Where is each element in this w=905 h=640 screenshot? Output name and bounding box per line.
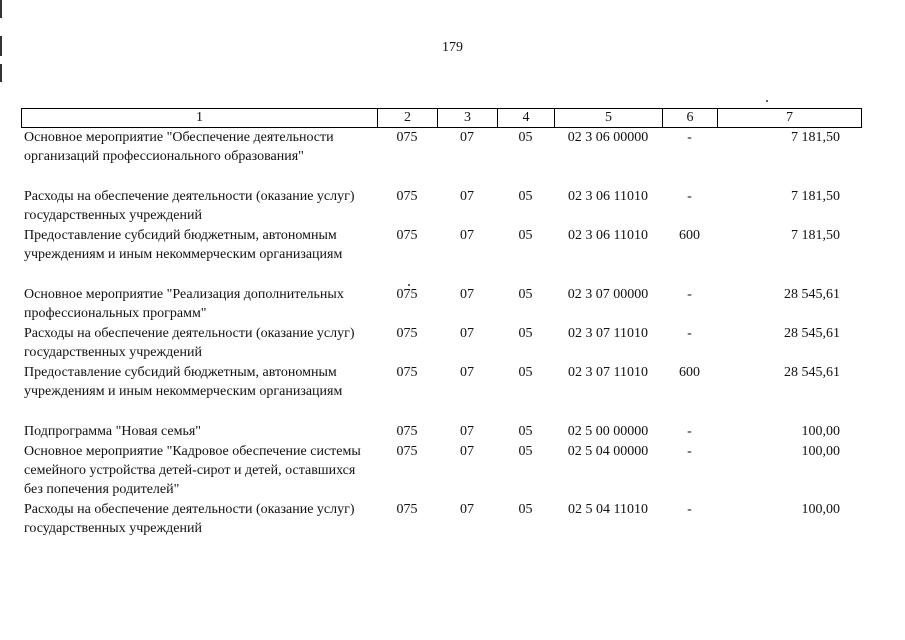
cell: 075 bbox=[396, 424, 418, 439]
cell: 600 bbox=[679, 365, 700, 380]
page-number: 179 bbox=[442, 40, 463, 55]
cell: 02 3 07 11010 bbox=[568, 326, 648, 341]
cell: 28 545,61 bbox=[784, 287, 840, 302]
cell: - bbox=[687, 502, 692, 517]
cell: - bbox=[687, 424, 692, 439]
cell: 02 5 04 11010 bbox=[568, 502, 648, 517]
table-row bbox=[21, 442, 860, 500]
cell: 07 bbox=[460, 228, 474, 243]
row-name: Предоставление субсидий бюджетным, автономным учреждениям и иным некоммерческим организациям bbox=[24, 228, 343, 262]
cell: 07 bbox=[460, 189, 474, 204]
cell: 075 bbox=[396, 228, 418, 243]
row-name: Основное мероприятие "Кадровое обеспечение системы семейного устройства детей-сирот и детей, оставшихся без попечения родителей" bbox=[24, 444, 361, 497]
cell: 05 bbox=[518, 228, 533, 243]
row-name: Основное мероприятие "Реализация дополнительных профессиональных программ" bbox=[24, 287, 344, 321]
scan-edge-mark bbox=[0, 64, 2, 82]
cell: 02 3 06 11010 bbox=[568, 228, 648, 243]
cell: - bbox=[687, 287, 692, 302]
cell: 075 bbox=[396, 130, 418, 145]
column-header: 5 bbox=[555, 109, 663, 127]
cell: 075 bbox=[396, 444, 418, 459]
cell: 07 bbox=[460, 424, 474, 439]
cell: 100,00 bbox=[801, 444, 840, 459]
cell: 600 bbox=[679, 228, 700, 243]
row-name: Расходы на обеспечение деятельности (оказание услуг) государственных учреждений bbox=[24, 326, 355, 360]
scan-edge-mark bbox=[0, 0, 2, 18]
row-name: Расходы на обеспечение деятельности (оказание услуг) государственных учреждений bbox=[24, 189, 355, 223]
column-header: 4 bbox=[498, 109, 555, 127]
cell: 05 bbox=[518, 424, 533, 439]
cell: 28 545,61 bbox=[784, 365, 840, 380]
table-row bbox=[21, 324, 860, 363]
cell: 7 181,50 bbox=[791, 228, 840, 243]
table-row bbox=[21, 226, 860, 285]
column-header: 2 bbox=[378, 109, 438, 127]
cell: 07 bbox=[460, 444, 474, 459]
cell: 05 bbox=[518, 326, 533, 341]
cell: 07 bbox=[460, 287, 474, 302]
cell: - bbox=[687, 326, 692, 341]
table-row bbox=[21, 500, 860, 539]
cell: 02 3 07 00000 bbox=[567, 287, 649, 302]
cell: 075 bbox=[396, 326, 418, 341]
table-row bbox=[21, 363, 860, 422]
row-name: Расходы на обеспечение деятельности (оказание услуг) государственных учреждений bbox=[24, 502, 355, 536]
cell: 075 bbox=[396, 365, 418, 380]
cell: 07 bbox=[460, 502, 474, 517]
cell: - bbox=[687, 444, 692, 459]
column-header: 7 bbox=[786, 110, 793, 125]
row-name: Подпрограмма "Новая семья" bbox=[24, 424, 202, 439]
column-header: 6 bbox=[663, 109, 718, 127]
cell: 02 3 07 11010 bbox=[568, 365, 648, 380]
cell: 05 bbox=[518, 502, 533, 517]
column-header: 3 bbox=[438, 109, 498, 127]
cell: - bbox=[687, 130, 692, 145]
cell: 02 3 06 00000 bbox=[567, 130, 649, 145]
table-row bbox=[21, 128, 860, 187]
table-body bbox=[21, 128, 860, 539]
table-row bbox=[21, 422, 860, 442]
cell: 02 5 00 00000 bbox=[567, 424, 649, 439]
cell: 075 bbox=[396, 502, 418, 517]
cell: 075 bbox=[396, 189, 418, 204]
row-name: Предоставление субсидий бюджетным, автономным учреждениям и иным некоммерческим организациям bbox=[24, 365, 343, 399]
cell: 07 bbox=[460, 130, 474, 145]
cell: 02 3 06 11010 bbox=[568, 189, 648, 204]
cell: 7 181,50 bbox=[791, 189, 840, 204]
table-header bbox=[21, 108, 862, 128]
cell: 05 bbox=[518, 365, 533, 380]
cell: 07 bbox=[460, 326, 474, 341]
cell: 100,00 bbox=[801, 502, 840, 517]
cell: 05 bbox=[518, 130, 533, 145]
cell: 05 bbox=[518, 444, 533, 459]
cell: 05 bbox=[518, 287, 533, 302]
cell: 7 181,50 bbox=[791, 130, 840, 145]
table-row bbox=[21, 285, 860, 324]
cell: 02 5 04 00000 bbox=[567, 444, 649, 459]
column-header: 1 bbox=[22, 109, 378, 127]
table-row bbox=[21, 187, 860, 226]
cell: - bbox=[687, 189, 692, 204]
cell: 05 bbox=[518, 189, 533, 204]
cell: 28 545,61 bbox=[784, 326, 840, 341]
cell: 100,00 bbox=[801, 424, 840, 439]
scan-speck bbox=[766, 100, 768, 102]
row-name: Основное мероприятие "Обеспечение деятельности организаций профессионального образования" bbox=[24, 130, 334, 164]
cell: 075 bbox=[396, 287, 418, 302]
cell: 07 bbox=[460, 365, 474, 380]
